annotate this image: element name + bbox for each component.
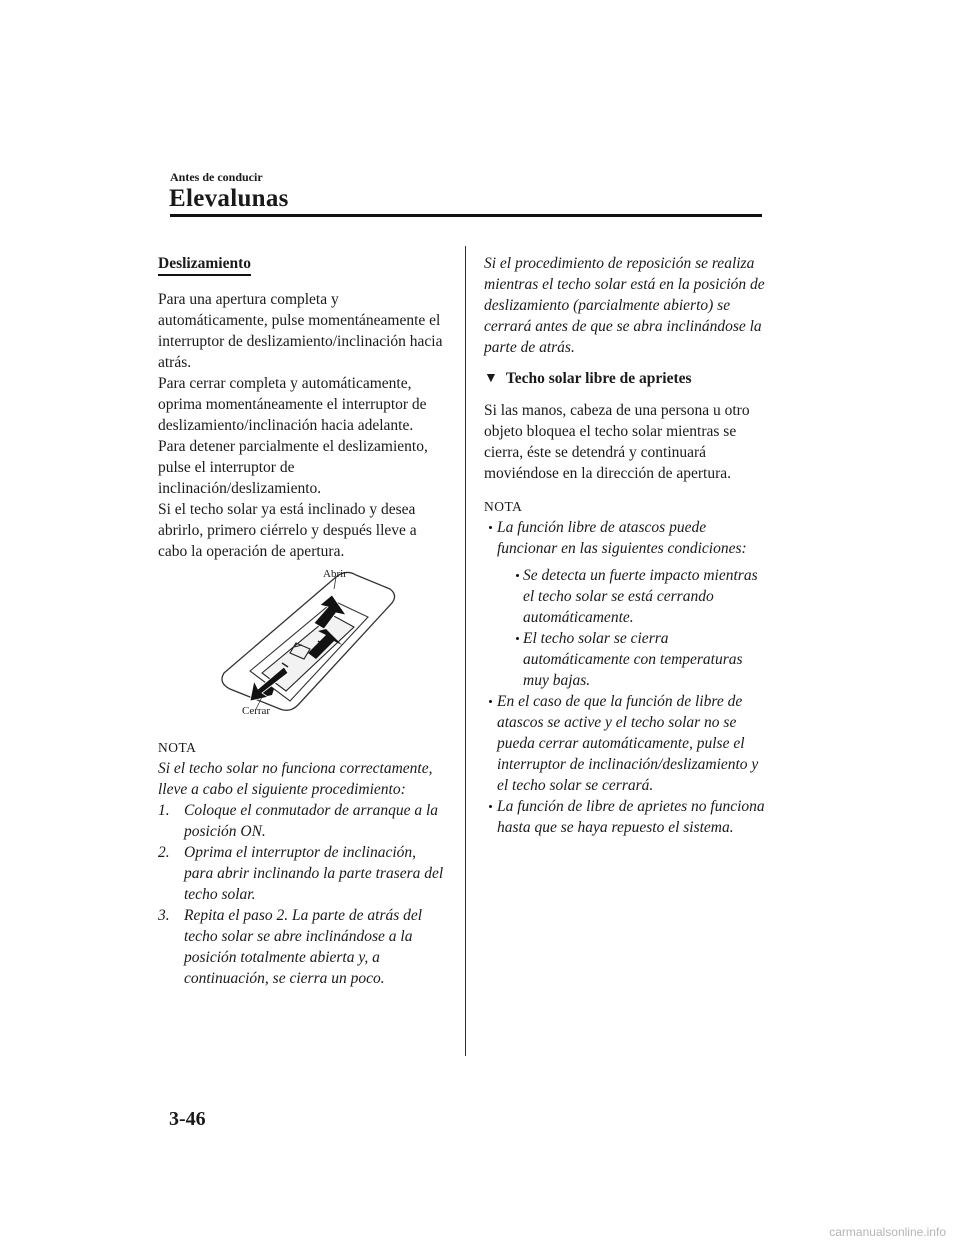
section-label: Antes de conducir [170, 170, 263, 184]
page-number: 3-46 [169, 1108, 206, 1130]
sunroof-switch-illustration [158, 569, 448, 725]
anti-pinch-body: Si las manos, cabeza de una persona u otro objeto bloquea el techo solar mientras se cierra, éste se detendrá y continuará moviéndose en la dirección de apertura. [484, 402, 750, 482]
paragraph-open: Para una apertura completa y automáticamente, pulse momentáneamente el interruptor de deslizamiento/inclinación hacia atrás. [158, 291, 443, 371]
subheading-deslizamiento: Deslizamiento [158, 254, 251, 276]
paragraph-stop: Para detener parcialmente el deslizamiento, pulse el interruptor de inclinación/deslizamiento. [158, 438, 428, 497]
procedure-step: 1. Coloque el conmutador de arranque a la posición ON. [158, 802, 439, 840]
note-intro: Si el techo solar no funciona correctamente, lleve a cabo el siguiente procedimiento: [158, 760, 433, 798]
heading-anti-pinch [484, 368, 766, 389]
sunroof-switch-figure [158, 569, 448, 725]
bullet-item: La función libre de atascos puede funcionar en las siguientes condiciones: Se detecta un fuerte impacto mientras el techo solar se está cerrando automáticamente. El techo solar se cierra automáticamente con temperaturas muy bajas. [484, 517, 766, 691]
bullet-item: En el caso de que la función de libre de atascos se active y el techo solar no se pueda cerrar automáticamente, pulse el interruptor de inclinación/deslizamiento y el techo solar se cerrará. [484, 691, 766, 796]
reset-note: Si el procedimiento de reposición se realiza mientras el techo solar está en la posición de deslizamiento (parcialmente abierto) se cerrará antes de que se abra inclinándose la parte de atrás. [484, 255, 765, 356]
procedure-step: 3. Repita el paso 2. La parte de atrás del techo solar se abre inclinándose a la posición totalmente abierta y, a continuación, se cierra un poco. [158, 907, 423, 987]
label-cerrar: Cerrar [242, 705, 271, 717]
nested-bullet-item: Se detecta un fuerte impacto mientras el techo solar se está cerrando automáticamente. [497, 565, 766, 628]
note-label: NOTA [158, 740, 197, 755]
triangle-down-icon: ▼ [484, 371, 498, 386]
note-label-right: NOTA [484, 499, 523, 514]
paragraph-close: Para cerrar completa y automáticamente, oprima momentáneamente el interruptor de deslizamiento/inclinación hacia adelante. [158, 375, 427, 434]
bullet-item: La función de libre de aprietes no funciona hasta que se haya repuesto el sistema. [484, 796, 766, 838]
header-rule [170, 214, 762, 217]
procedure-list [158, 800, 448, 989]
note-bullets [484, 517, 766, 838]
heading-anti-pinch-text: Techo solar libre de aprietes [505, 370, 692, 387]
column-divider [465, 246, 466, 1056]
right-column [484, 253, 766, 838]
paragraph-tilted: Si el techo solar ya está inclinado y desea abrirlo, primero ciérrelo y después lleve a cabo la operación de apertura. [158, 501, 417, 560]
nested-bullets [497, 565, 766, 691]
nested-bullet-item: El techo solar se cierra automáticamente con temperaturas muy bajas. [497, 628, 766, 691]
label-abrir: Abrir [323, 568, 347, 580]
watermark: carmanualsonline.info [829, 1225, 946, 1239]
chapter-title: Elevalunas [169, 185, 289, 212]
procedure-step: 2. Oprima el interruptor de inclinación, para abrir inclinando la parte trasera del techo solar. [158, 844, 444, 903]
left-column [158, 253, 448, 989]
